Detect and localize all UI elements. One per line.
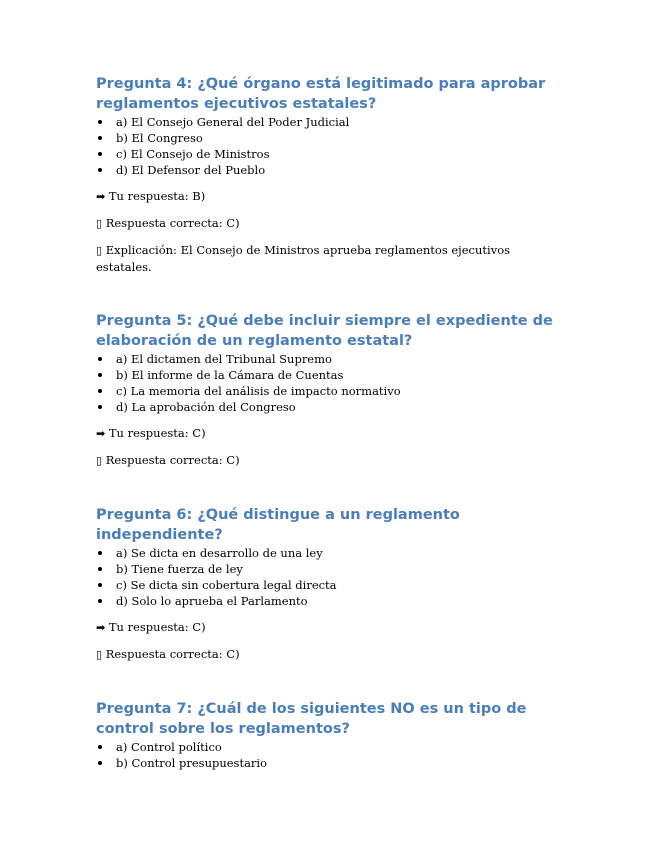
question-6 [96,505,556,663]
user-answer-text: Tu respuesta: C) [108,620,206,634]
user-answer [96,188,556,205]
question-5 [96,311,556,469]
explanation [96,242,556,275]
option-item: b) El Congreso [96,130,556,146]
arrow-right-icon: ➡ [96,427,106,440]
check-icon: ▯ [96,217,103,230]
question-title: Pregunta 7: ¿Cuál de los siguientes NO es un tipo de control sobre los reglamentos? [96,701,527,737]
user-answer-text: Tu respuesta: B) [108,189,206,203]
option-item: a) El dictamen del Tribunal Supremo [96,351,556,367]
option-item: b) Control presupuestario [96,755,556,771]
user-answer-text: Tu respuesta: C) [108,426,206,440]
option-item: a) El Consejo General del Poder Judicial [96,114,556,130]
question-title: Pregunta 5: ¿Qué debe incluir siempre el expediente de elaboración de un reglamento estatal? [96,313,553,349]
user-answer [96,425,556,442]
document-page [96,74,556,771]
correct-answer [96,452,556,469]
option-item: d) Solo lo aprueba el Parlamento [96,593,556,609]
explanation-text: Explicación: El Consejo de Ministros aprueba reglamentos ejecutivos estatales. [96,243,511,274]
option-item: c) La memoria del análisis de impacto normativo [96,383,556,399]
options-list [96,351,556,415]
correct-answer [96,215,556,232]
option-item: b) Tiene fuerza de ley [96,561,556,577]
question-title: Pregunta 4: ¿Qué órgano está legitimado para aprobar reglamentos ejecutivos estatales? [96,76,546,112]
option-item: b) El informe de la Cámara de Cuentas [96,367,556,383]
question-4 [96,74,556,275]
info-icon: ▯ [96,244,103,257]
options-list [96,114,556,178]
user-answer [96,619,556,636]
option-item: d) La aprobación del Congreso [96,399,556,415]
option-item: a) Control político [96,739,556,755]
correct-answer-text: Respuesta correcta: C) [105,216,240,230]
options-list [96,545,556,609]
correct-answer-text: Respuesta correcta: C) [105,647,240,661]
arrow-right-icon: ➡ [96,621,106,634]
correct-answer [96,646,556,663]
correct-answer-text: Respuesta correcta: C) [105,453,240,467]
arrow-right-icon: ➡ [96,190,106,203]
check-icon: ▯ [96,648,103,661]
question-7 [96,699,556,771]
option-item: c) El Consejo de Ministros [96,146,556,162]
options-list [96,739,556,771]
option-item: a) Se dicta en desarrollo de una ley [96,545,556,561]
question-title: Pregunta 6: ¿Qué distingue a un reglamento independiente? [96,507,460,543]
option-item: d) El Defensor del Pueblo [96,162,556,178]
check-icon: ▯ [96,454,103,467]
option-item: c) Se dicta sin cobertura legal directa [96,577,556,593]
